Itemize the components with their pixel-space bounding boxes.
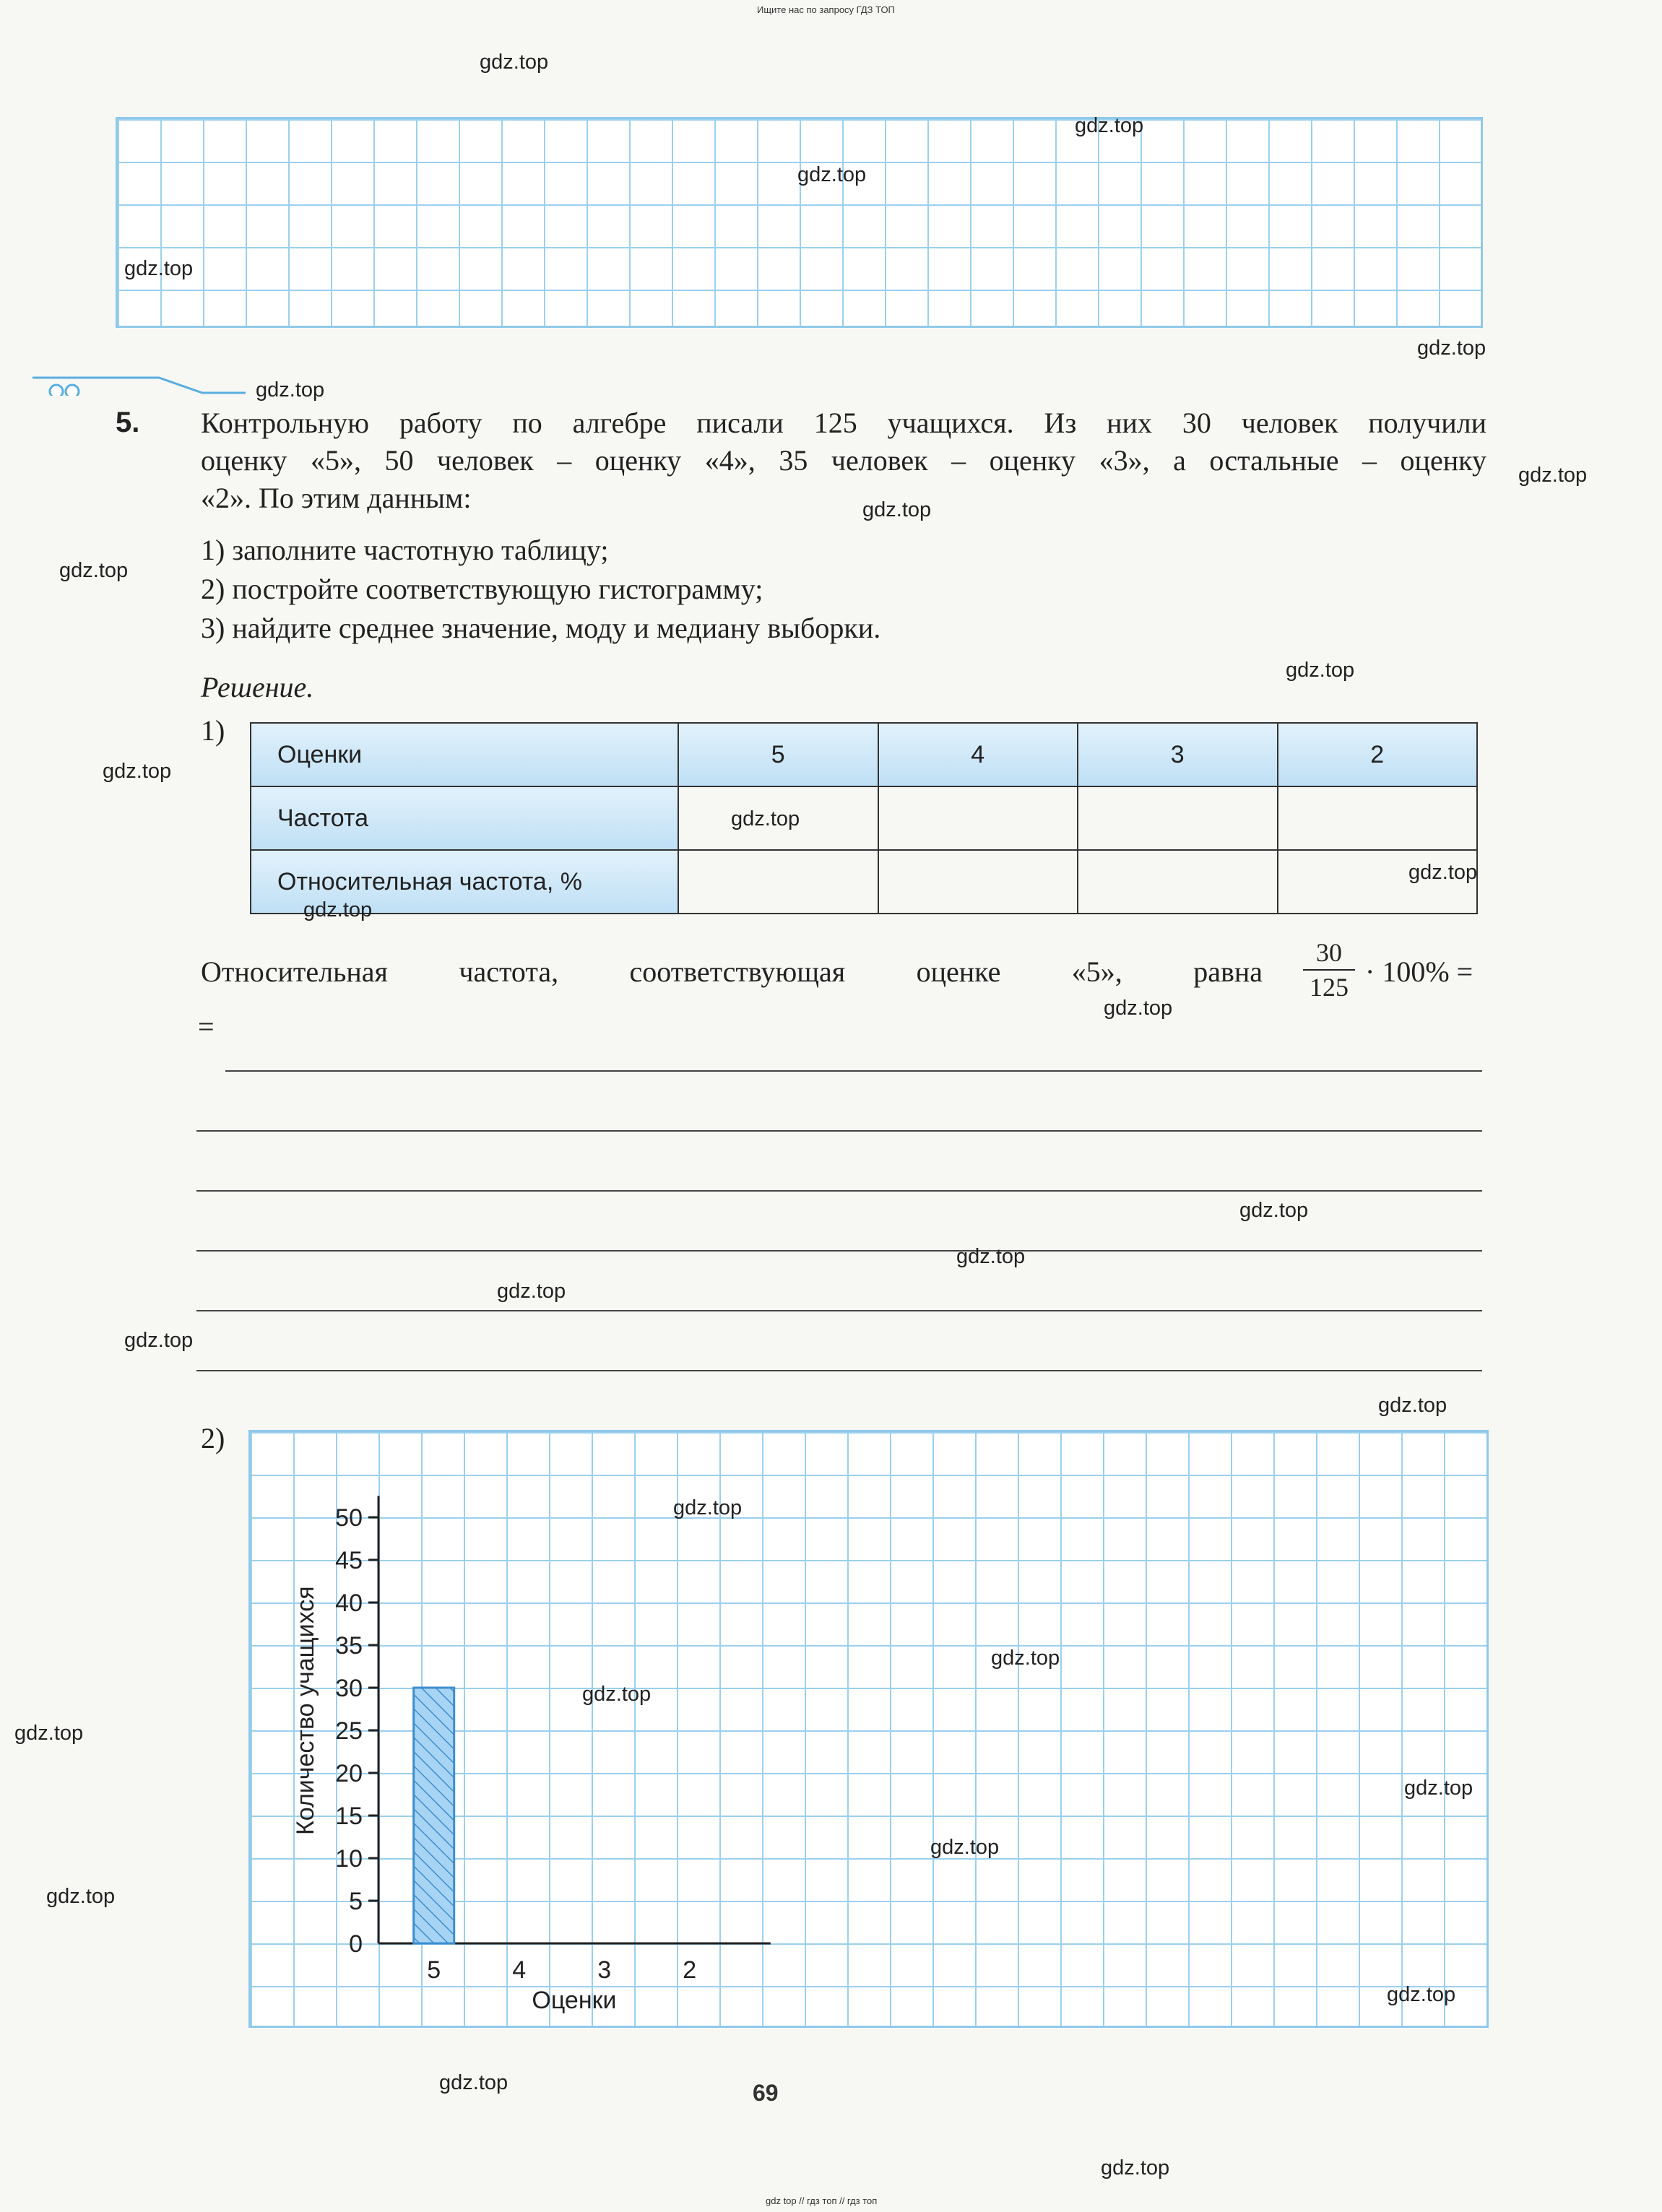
y-tick-label: 45 [335,1547,363,1574]
y-tick-label: 10 [335,1845,363,1873]
table-cell-freq-2[interactable] [1278,786,1478,850]
table-cell-freq-4[interactable] [878,786,1078,850]
answer-line-1 [225,1070,1482,1072]
problem-number: 5. [116,407,140,438]
watermark: gdz.top [1239,1199,1309,1222]
relative-suffix: · 100% = [1365,955,1473,988]
histogram-bar [414,1688,454,1943]
fraction [1300,937,1358,1002]
chart-y-label: Количество учащихся [292,1586,319,1835]
problem-line-3: «2». По этим данным: [201,482,472,514]
chart-x-label: Оценки [532,1987,617,2014]
task-1: 1) заполните частотную таблицу; [201,534,609,566]
y-tick-label: 0 [349,1930,363,1958]
relative-word-5: «5», [1071,955,1122,988]
frequency-table [250,722,1478,914]
watermark: gdz.top [930,1836,1000,1859]
y-tick-label: 5 [349,1888,363,1915]
y-tick-label: 40 [335,1589,363,1617]
table-header-grades: Оценки [251,723,678,786]
watermark: gdz.top [124,1329,194,1352]
relative-word-1: Относительная [201,955,388,988]
answer-line-5 [196,1310,1482,1311]
watermark: gdz.top [673,1496,743,1519]
watermark: gdz.top [862,498,932,521]
histogram-chart [248,1430,1489,2028]
top-grid [116,117,1483,328]
table-header-grade-5: 5 [678,723,878,786]
part-2-label: 2) [201,1422,225,1454]
watermark: gdz.top [103,760,172,783]
x-tick-label: 4 [512,1956,527,1984]
watermark: gdz.top [1286,659,1355,682]
y-tick-label: 50 [335,1504,363,1532]
watermark: gdz.top [1408,861,1478,884]
table-cell-freq-3[interactable] [1078,786,1278,850]
answer-line-2 [196,1130,1482,1132]
watermark: gdz.top [124,257,194,280]
watermark: gdz.top [1404,1777,1473,1800]
table-cell-rel-4[interactable] [878,850,1078,914]
top-notice: Ищите нас по запросу ГДЗ ТОП [757,4,895,15]
answer-line-6 [196,1370,1482,1371]
relative-continuation: = [198,1010,215,1043]
table-cell-rel-5[interactable] [678,850,878,914]
watermark: gdz.top [439,2071,508,2094]
section-marker [29,367,246,396]
relative-word-3: соответствующая [629,955,846,988]
y-tick-label: 20 [335,1760,363,1787]
x-tick-label: 2 [683,1956,697,1984]
table-header-grade-3: 3 [1078,723,1278,786]
table-header-grade-2: 2 [1278,723,1478,786]
task-2: 2) постройте соответствующую гистограмму; [201,573,763,605]
answer-line-3 [196,1190,1482,1192]
bottom-notice: gdz top // гдз топ // гдз топ [766,2195,878,2206]
answer-line-4 [196,1250,1482,1252]
x-tick-label: 5 [427,1956,441,1984]
table-row-relative-label: Относительная частота, % [251,850,678,914]
chart-bars [414,1688,454,1943]
watermark: gdz.top [1075,114,1144,137]
table-row-frequency-label: Частота [251,786,678,850]
section-marker-icon [29,367,246,396]
table-cell-rel-3[interactable] [1078,850,1278,914]
watermark: gdz.top [1518,464,1588,487]
chart-x-ticks [427,1956,696,1984]
relative-word-6: равна [1193,955,1263,988]
watermark: gdz.top [46,1885,116,1908]
watermark: gdz.top [1378,1394,1447,1417]
watermark: gdz.top [497,1280,566,1303]
chart-y-ticks [335,1504,378,1958]
y-tick-label: 30 [335,1675,363,1702]
watermark: gdz.top [59,559,129,582]
watermark: gdz.top [1417,337,1486,360]
y-tick-label: 15 [335,1803,363,1830]
y-tick-label: 35 [335,1632,363,1660]
part-1-label: 1) [201,714,225,747]
watermark: gdz.top [731,807,800,830]
x-tick-label: 3 [597,1956,612,1984]
watermark: gdz.top [1387,1983,1456,2006]
watermark: gdz.top [991,1647,1060,1670]
page-number: 69 [753,2080,779,2106]
task-3: 3) найдите среднее значение, моду и медиану выборки. [201,612,881,644]
fraction-bar [1303,969,1355,971]
watermark: gdz.top [582,1683,652,1706]
problem-line-1: Контрольную работу по алгебре писали 125 учащихся. Из них 30 человек получили [201,407,1486,439]
watermark: gdz.top [256,378,325,402]
y-tick-label: 25 [335,1717,363,1745]
watermark: gdz.top [480,51,549,74]
watermark: gdz.top [1104,997,1173,1020]
watermark: gdz.top [1101,2156,1170,2180]
solution-label: Решение. [201,671,314,703]
relative-word-4: оценке [916,955,1001,988]
relative-sentence [201,953,1263,990]
fraction-denominator: 125 [1310,973,1349,1002]
watermark: gdz.top [797,163,867,186]
table-header-grade-4: 4 [878,723,1078,786]
relative-word-2: частота, [459,955,559,988]
fraction-numerator: 30 [1316,938,1342,967]
watermark: gdz.top [303,898,373,921]
watermark: gdz.top [14,1722,84,1745]
problem-line-2: оценку «5», 50 человек – оценку «4», 35 человек – оценку «3», а остальные – оценку [201,444,1486,477]
watermark: gdz.top [956,1245,1026,1268]
